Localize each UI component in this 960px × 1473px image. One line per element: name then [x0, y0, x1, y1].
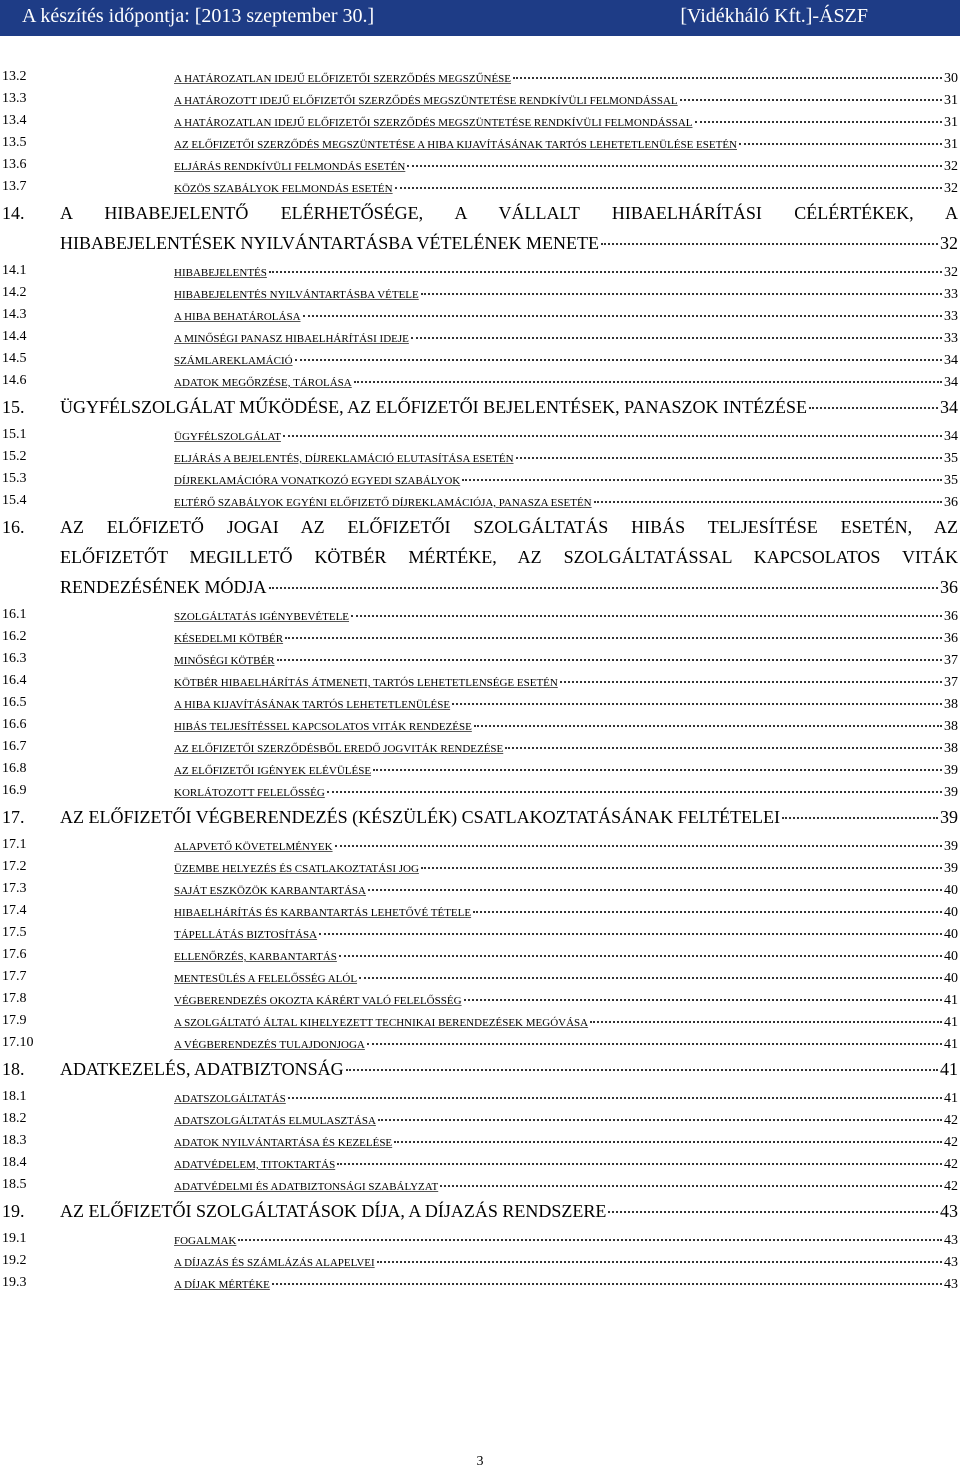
toc-entry-page: 41: [944, 993, 958, 1008]
toc-entry-title[interactable]: A VÉGBERENDEZÉS TULAJDONJOGA: [174, 1039, 365, 1051]
toc-chapter-page: 41: [940, 1059, 958, 1079]
toc-entry-title[interactable]: AZ ELŐFIZETŐI IGÉNYEK ELÉVÜLÉSE: [174, 765, 372, 777]
toc-chapter-title-last: RENDEZÉSÉNEK MÓDJA: [60, 577, 267, 597]
toc-entry-page: 41: [944, 1015, 958, 1030]
toc-entry-number: 13.2: [2, 69, 27, 84]
toc-chapter[interactable]: [0, 1196, 960, 1228]
toc-entry-number: 18.5: [2, 1177, 27, 1192]
toc-entry-number: 15.1: [2, 427, 27, 442]
toc-entry-number: 14.3: [2, 307, 27, 322]
toc-entry-page: 34: [944, 375, 958, 390]
toc-leader-dots: [395, 173, 942, 189]
header-company: [Vidékháló Kft.]-ÁSZF: [680, 5, 868, 27]
toc-chapter-title-last: HIBABEJELENTÉSEK NYILVÁNTARTÁSBA VÉTELÉNEK MENETE: [60, 233, 599, 253]
toc-leader-dots: [452, 689, 942, 705]
toc-leader-dots: [505, 733, 942, 749]
toc-chapter[interactable]: [0, 392, 960, 424]
toc-entry-number: 19.1: [2, 1231, 27, 1246]
toc-leader-dots: [238, 1225, 942, 1241]
toc-entry-number: 13.6: [2, 157, 27, 172]
toc-entry-title[interactable]: HIBABEJELENTÉS NYILVÁNTARTÁSBA VÉTELE: [174, 289, 419, 301]
toc-chapter-page: 43: [940, 1201, 958, 1221]
toc-entry-page: 43: [944, 1233, 958, 1248]
toc-leader-dots: [373, 755, 942, 771]
toc-entry-page: 34: [944, 353, 958, 368]
toc-entry-page: 33: [944, 331, 958, 346]
toc-entry-title[interactable]: A DÍJAZÁS ÉS SZÁMLÁZÁS ALAPELVEI: [174, 1257, 375, 1269]
toc-chapter-title-line: A HIBABEJELENTŐ ELÉRHETŐSÉGE, A VÁLLALT HIBAELHÁRÍTÁSI CÉLÉRTÉKEK, A: [60, 203, 958, 223]
toc-entry-page: 42: [944, 1113, 958, 1128]
toc-leader-dots: [473, 897, 942, 913]
toc-entry-number: 19.2: [2, 1253, 27, 1268]
toc-entry-number: 13.4: [2, 113, 27, 128]
toc-entry-title[interactable]: ÜZEMBE HELYEZÉS ÉS CSATLAKOZTATÁSI JOG: [174, 863, 419, 875]
toc-entry-title[interactable]: HIBÁS TELJESÍTÉSSEL KAPCSOLATOS VITÁK RENDEZÉSE: [174, 721, 472, 733]
toc-leader-dots: [421, 279, 942, 295]
toc-leader-dots: [285, 623, 942, 639]
toc-leader-dots: [590, 1007, 942, 1023]
toc-entry-number: 17.4: [2, 903, 27, 918]
toc-entry-number: 17.8: [2, 991, 27, 1006]
toc-chapter-title[interactable]: [60, 512, 958, 602]
toc-entry-page: 33: [944, 309, 958, 324]
toc-leader-dots: [739, 129, 942, 145]
toc-chapter[interactable]: [0, 1054, 960, 1086]
toc-entry-title[interactable]: ALAPVETŐ KÖVETELMÉNYEK: [174, 841, 333, 853]
toc-entry-link[interactable]: [174, 176, 958, 200]
toc-entry-page: 40: [944, 927, 958, 942]
toc-entry-page: 31: [944, 115, 958, 130]
toc-entry-title[interactable]: ELTÉRŐ SZABÁLYOK EGYÉNI ELŐFIZETŐ DÍJREKLAMÁCIÓJA, PANASZA ESETÉN: [174, 497, 592, 509]
toc-chapter-number: 14.: [2, 203, 25, 223]
toc-chapter[interactable]: [0, 802, 960, 834]
toc-entry-page: 33: [944, 287, 958, 302]
toc-entry-number: 18.4: [2, 1155, 27, 1170]
toc-chapter-number: 19.: [2, 1201, 25, 1221]
toc-entry-title[interactable]: HIBAELHÁRÍTÁS ÉS KARBANTARTÁS LEHETŐVÉ TÉTELE: [174, 907, 472, 919]
toc-entry-title[interactable]: MENTESÜLÉS A FELELŐSSÉG ALÓL: [174, 973, 358, 985]
toc-entry-title[interactable]: ADATVÉDELEM, TITOKTARTÁS: [174, 1159, 336, 1171]
toc-chapter-title[interactable]: [60, 1196, 958, 1226]
toc-entry-page: 30: [944, 71, 958, 86]
toc-entry-page: 38: [944, 697, 958, 712]
toc-entry-page: 43: [944, 1255, 958, 1270]
toc-entry-title[interactable]: ÜGYFÉLSZOLGÁLAT: [174, 431, 281, 443]
toc-entry-number: 16.4: [2, 673, 27, 688]
toc-leader-dots: [339, 941, 942, 957]
toc-entry-title[interactable]: ELJÁRÁS RENDKÍVÜLI FELMONDÁS ESETÉN: [174, 161, 406, 173]
toc-leader-dots: [474, 711, 942, 727]
toc-leader-dots: [440, 1171, 942, 1187]
toc-entry-title[interactable]: KÖTBÉR HIBAELHÁRÍTÁS ÁTMENETI, TARTÓS LEHETETLENSÉGE ESETÉN: [174, 677, 558, 689]
toc-leader-dots: [288, 1083, 942, 1099]
toc-leader-dots: [407, 151, 942, 167]
toc-leader-dots: [269, 569, 939, 589]
toc-entry-page: 31: [944, 137, 958, 152]
toc-entry-number: 16.9: [2, 783, 27, 798]
toc-chapter-title-last: AZ ELŐFIZETŐI SZOLGÁLTATÁSOK DÍJA, A DÍJAZÁS RENDSZERE: [60, 1201, 607, 1221]
toc-leader-dots: [368, 875, 942, 891]
toc-leader-dots: [367, 1029, 942, 1045]
toc-entry-number: 16.5: [2, 695, 27, 710]
toc-leader-dots: [283, 421, 942, 437]
toc-leader-dots: [560, 667, 942, 683]
toc-chapter-number: 15.: [2, 397, 25, 417]
toc-entry-page: 39: [944, 763, 958, 778]
toc-entry-page: 36: [944, 609, 958, 624]
toc-leader-dots: [272, 1269, 942, 1285]
toc-entry-page: 32: [944, 265, 958, 280]
toc-entry[interactable]: [0, 490, 960, 512]
toc-entry-number: 14.2: [2, 285, 27, 300]
toc-entry-link[interactable]: [174, 490, 958, 514]
toc-leader-dots: [594, 487, 942, 503]
toc-entry-title[interactable]: ADATOK NYILVÁNTARTÁSA ÉS KEZELÉSE: [174, 1137, 393, 1149]
toc-chapter-page: 36: [940, 577, 958, 597]
toc-chapter[interactable]: [0, 512, 960, 604]
toc-chapter-title[interactable]: [60, 1054, 958, 1084]
toc-leader-dots: [337, 1149, 942, 1165]
toc-entry-title[interactable]: KORLÁTOZOTT FELELŐSSÉG: [174, 787, 325, 799]
toc-entry-title[interactable]: A SZOLGÁLTATÓ ÁLTAL KIHELYEZETT TECHNIKAI BERENDEZÉSEK MEGÓVÁSA: [174, 1017, 589, 1029]
toc-leader-dots: [394, 1127, 942, 1143]
toc-entry-title[interactable]: DÍJREKLAMÁCIÓRA VONATKOZÓ EGYEDI SZABÁLYOK: [174, 475, 461, 487]
toc-entry-page: 42: [944, 1135, 958, 1150]
toc-leader-dots: [359, 963, 942, 979]
toc-leader-dots: [516, 443, 942, 459]
toc-entry-title[interactable]: ADATSZOLGÁLTATÁS: [174, 1093, 286, 1105]
toc-entry-page: 37: [944, 675, 958, 690]
toc-entry-page: 41: [944, 1091, 958, 1106]
toc-entry-page: 37: [944, 653, 958, 668]
toc-entry-title[interactable]: A HIBA KIJAVÍTÁSÁNAK TARTÓS LEHETETLENÜLÉSE: [174, 699, 451, 711]
toc-chapter-title-line: AZ ELŐFIZETŐ JOGAI AZ ELŐFIZETŐI SZOLGÁLTATÁS HIBÁS TELJESÍTÉSE ESETÉN, AZ: [60, 517, 958, 537]
toc-entry-number: 18.3: [2, 1133, 27, 1148]
toc-entry-number: 14.5: [2, 351, 27, 366]
toc-entry-number: 14.6: [2, 373, 27, 388]
toc-entry-number: 19.3: [2, 1275, 27, 1290]
toc-entry-number: 16.2: [2, 629, 27, 644]
toc-entry-number: 13.7: [2, 179, 27, 194]
toc-entry-page: 38: [944, 741, 958, 756]
toc-chapter-number: 16.: [2, 517, 25, 537]
toc-chapter-title-last: AZ ELŐFIZETŐI VÉGBERENDEZÉS (KÉSZÜLÉK) CSATLAKOZTATÁSÁNAK FELTÉTELEI: [60, 807, 780, 827]
toc-leader-dots: [695, 107, 943, 123]
toc-entry-page: 40: [944, 905, 958, 920]
toc-leader-dots: [809, 389, 938, 409]
toc-entry[interactable]: [0, 1272, 960, 1294]
toc-entry-number: 16.1: [2, 607, 27, 622]
toc-chapter-title[interactable]: [60, 802, 958, 832]
toc-leader-dots: [601, 225, 938, 245]
toc-entry-number: 16.8: [2, 761, 27, 776]
toc-leader-dots: [354, 367, 942, 383]
toc-entry[interactable]: [0, 176, 960, 198]
page-header: [0, 0, 960, 36]
toc-entry-title[interactable]: SZÁMLAREKLAMÁCIÓ: [174, 355, 293, 367]
toc-leader-dots: [335, 831, 942, 847]
toc-leader-dots: [269, 257, 942, 273]
toc-entry-number: 15.2: [2, 449, 27, 464]
table-of-contents: [0, 66, 960, 1294]
toc-entry-page: 32: [944, 181, 958, 196]
toc-leader-dots: [680, 85, 942, 101]
toc-entry-page: 34: [944, 429, 958, 444]
toc-entry-number: 17.1: [2, 837, 27, 852]
toc-entry-title[interactable]: SAJÁT ESZKÖZÖK KARBANTARTÁSA: [174, 885, 366, 897]
toc-entry-page: 42: [944, 1157, 958, 1172]
toc-chapter-number: 17.: [2, 807, 25, 827]
toc-entry-number: 15.4: [2, 493, 27, 508]
toc-leader-dots: [351, 601, 942, 617]
toc-entry-title[interactable]: A HATÁROZOTT IDEJŰ ELŐFIZETŐI SZERZŐDÉS MEGSZÜNTETÉSE RENDKÍVÜLI FELMONDÁSSAL: [174, 95, 678, 107]
toc-entry-number: 15.3: [2, 471, 27, 486]
toc-entry-title[interactable]: A HIBA BEHATÁROLÁSA: [174, 311, 301, 323]
toc-entry-number: 14.4: [2, 329, 27, 344]
toc-entry-page: 40: [944, 949, 958, 964]
toc-chapter-page: 34: [940, 397, 958, 417]
toc-entry-title[interactable]: ELJÁRÁS A BEJELENTÉS, DÍJREKLAMÁCIÓ ELUTASÍTÁSA ESETÉN: [174, 453, 514, 465]
toc-entry-title[interactable]: AZ ELŐFIZETŐI SZERZŐDÉS MEGSZÜNTETÉSE A HIBA KIJAVÍTÁSÁNAK TARTÓS LEHETETLENÜLÉSE ESETÉN: [174, 139, 737, 151]
toc-entry-page: 42: [944, 1179, 958, 1194]
toc-entry-page: 41: [944, 1037, 958, 1052]
toc-leader-dots: [303, 301, 942, 317]
toc-entry-number: 16.6: [2, 717, 27, 732]
toc-leader-dots: [327, 777, 942, 793]
toc-entry-title[interactable]: ADATOK MEGŐRZÉSE, TÁROLÁSA: [174, 377, 352, 389]
toc-leader-dots: [277, 645, 942, 661]
toc-entry-title[interactable]: KÉSEDELMI KÖTBÉR: [174, 633, 284, 645]
toc-entry-page: 31: [944, 93, 958, 108]
toc-entry-number: 17.6: [2, 947, 27, 962]
toc-entry-title[interactable]: TÁPELLÁTÁS BIZTOSÍTÁSA: [174, 929, 318, 941]
toc-entry-title[interactable]: FOGALMAK: [174, 1235, 237, 1247]
toc-entry-title[interactable]: ADATVÉDELMI ÉS ADATBIZTONSÁGI SZABÁLYZAT: [174, 1181, 439, 1193]
toc-entry-number: 14.1: [2, 263, 27, 278]
toc-entry-title[interactable]: SZOLGÁLTATÁS IGÉNYBEVÉTELE: [174, 611, 350, 623]
toc-entry-page: 36: [944, 495, 958, 510]
toc-entry-title[interactable]: KÖZÖS SZABÁLYOK FELMONDÁS ESETÉN: [174, 183, 393, 195]
page-number: 3: [476, 1454, 484, 1469]
toc-entry-number: 13.3: [2, 91, 27, 106]
toc-chapter-title[interactable]: [60, 198, 958, 258]
toc-chapter-title-last: ADATKEZELÉS, ADATBIZTONSÁG: [60, 1059, 344, 1079]
toc-entry-page: 36: [944, 631, 958, 646]
toc-chapter-page: 39: [940, 807, 958, 827]
toc-entry-title[interactable]: HIBABEJELENTÉS: [174, 267, 267, 279]
toc-leader-dots: [319, 919, 942, 935]
toc-chapter-title-last: ÜGYFÉLSZOLGÁLAT MŰKÖDÉSE, AZ ELŐFIZETŐI BEJELENTÉSEK, PANASZOK INTÉZÉSE: [60, 397, 807, 417]
toc-entry-number: 16.3: [2, 651, 27, 666]
toc-entry-number: 17.5: [2, 925, 27, 940]
toc-chapter-page: 32: [940, 233, 958, 253]
toc-leader-dots: [377, 1247, 942, 1263]
toc-entry-number: 17.7: [2, 969, 27, 984]
toc-entry-number: 18.1: [2, 1089, 27, 1104]
toc-entry-number: 17.10: [2, 1035, 34, 1050]
toc-entry-page: 39: [944, 839, 958, 854]
toc-leader-dots: [464, 985, 942, 1001]
toc-entry-page: 39: [944, 861, 958, 876]
toc-chapter[interactable]: [0, 198, 960, 260]
toc-entry-number: 17.9: [2, 1013, 27, 1028]
toc-entry-title[interactable]: A HATÁROZATLAN IDEJŰ ELŐFIZETŐI SZERZŐDÉS MEGSZÜNTETÉSE RENDKÍVÜLI FELMONDÁSSAL: [174, 117, 693, 129]
toc-entry-title[interactable]: AZ ELŐFIZETŐI SZERZŐDÉSBŐL EREDŐ JOGVITÁK RENDEZÉSE: [174, 743, 504, 755]
toc-chapter-title-line: ELŐFIZETŐT MEGILLETŐ KÖTBÉR MÉRTÉKE, AZ SZOLGÁLTATÁSSAL KAPCSOLATOS VITÁK: [60, 547, 958, 567]
toc-entry-title[interactable]: A DÍJAK MÉRTÉKE: [174, 1279, 270, 1291]
toc-leader-dots: [462, 465, 942, 481]
toc-entry-number: 18.2: [2, 1111, 27, 1126]
toc-entry-title[interactable]: A HATÁROZATLAN IDEJŰ ELŐFIZETŐI SZERZŐDÉS MEGSZŰNÉSE: [174, 73, 512, 85]
toc-leader-dots: [346, 1051, 938, 1071]
toc-entry-number: 16.7: [2, 739, 27, 754]
toc-leader-dots: [378, 1105, 942, 1121]
toc-entry-title[interactable]: A MINŐSÉGI PANASZ HIBAELHÁRÍTÁSI IDEJE: [174, 333, 409, 345]
toc-leader-dots: [513, 63, 942, 79]
toc-entry-number: 17.2: [2, 859, 27, 874]
toc-entry-page: 35: [944, 451, 958, 466]
toc-leader-dots: [295, 345, 942, 361]
toc-entry-link[interactable]: [174, 1272, 958, 1296]
toc-entry-title[interactable]: ADATSZOLGÁLTATÁS ELMULASZTÁSA: [174, 1115, 376, 1127]
toc-entry-number: 17.3: [2, 881, 27, 896]
toc-chapter-title[interactable]: [60, 392, 958, 422]
toc-entry-page: 35: [944, 473, 958, 488]
toc-entry-page: 39: [944, 785, 958, 800]
toc-entry-page: 32: [944, 159, 958, 174]
toc-leader-dots: [782, 799, 938, 819]
toc-entry-title[interactable]: ELLENŐRZÉS, KARBANTARTÁS: [174, 951, 337, 963]
toc-entry-title[interactable]: MINŐSÉGI KÖTBÉR: [174, 655, 275, 667]
toc-entry-page: 38: [944, 719, 958, 734]
toc-leader-dots: [421, 853, 942, 869]
toc-entry-title[interactable]: VÉGBERENDEZÉS OKOZTA KÁRÉRT VALÓ FELELŐSSÉG: [174, 995, 462, 1007]
toc-leader-dots: [608, 1193, 938, 1213]
toc-chapter-number: 18.: [2, 1059, 25, 1079]
toc-entry-number: 13.5: [2, 135, 27, 150]
toc-entry-page: 40: [944, 971, 958, 986]
toc-entry-page: 40: [944, 883, 958, 898]
toc-entry-page: 43: [944, 1277, 958, 1292]
toc-leader-dots: [411, 323, 942, 339]
header-creation-date: A készítés időpontja: [2013 szeptember 30.]: [22, 5, 375, 27]
